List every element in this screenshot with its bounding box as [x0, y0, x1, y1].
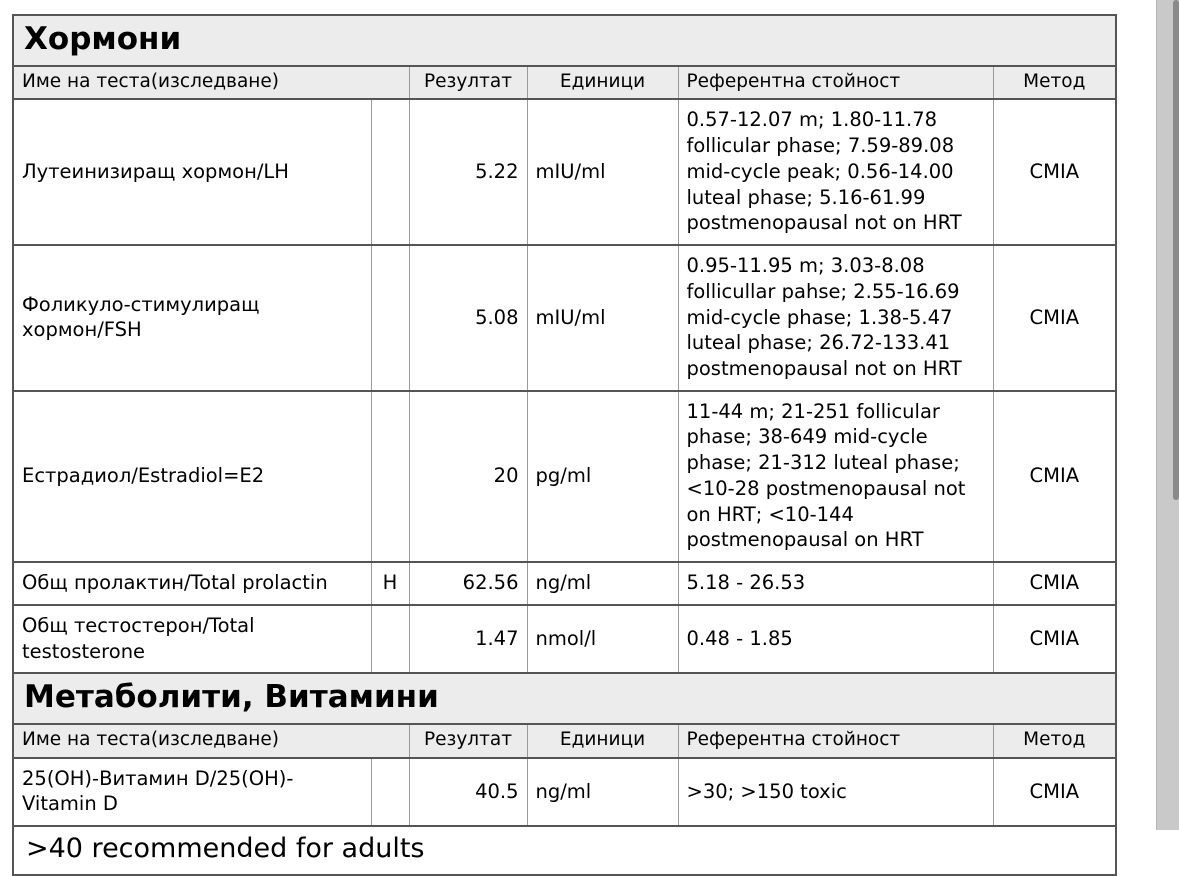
- test-method: CMIA: [993, 562, 1115, 605]
- column-header-units: Единици: [527, 66, 678, 99]
- test-method: CMIA: [993, 245, 1115, 391]
- test-name: Естрадиол/Estradiol=E2: [14, 391, 371, 562]
- scrollbar-thumb[interactable]: [1173, 0, 1179, 500]
- column-header-reference: Референтна стойност: [678, 724, 993, 757]
- column-header-row-metabolites: [14, 724, 1115, 757]
- test-name: Лутеинизиращ хормон/LH: [14, 99, 371, 245]
- test-result: 62.56: [409, 562, 527, 605]
- test-units: ng/ml: [527, 562, 678, 605]
- test-result: 1.47: [409, 605, 527, 673]
- lab-results-document: [12, 14, 1117, 876]
- test-method: CMIA: [993, 99, 1115, 245]
- test-name: Фоликуло-стимулиращ хормон/FSH: [14, 245, 371, 391]
- section-header-metabolites: [14, 673, 1115, 724]
- test-flag: [371, 391, 409, 562]
- column-header-row-hormones: [14, 66, 1115, 99]
- column-header-reference: Референтна стойност: [678, 66, 993, 99]
- test-method: CMIA: [993, 391, 1115, 562]
- column-header-result: Резултат: [409, 66, 527, 99]
- column-header-method: Метод: [993, 724, 1115, 757]
- test-reference: 0.95-11.95 m; 3.03-8.08 follicullar pahse; 2.55-16.69 mid-cycle phase; 1.38-5.47 luteal phase; 26.72-133.41 postmenopausal not on HRT: [678, 245, 993, 391]
- test-reference: 0.57-12.07 m; 1.80-11.78 follicular phase; 7.59-89.08 mid-cycle peak; 0.56-14.00 luteal phase; 5.16-61.99 postmenopausal not on HRT: [678, 99, 993, 245]
- test-units: ng/ml: [527, 758, 678, 826]
- section-note-row: [14, 826, 1115, 874]
- column-header-method: Метод: [993, 66, 1115, 99]
- column-header-units: Единици: [527, 724, 678, 757]
- test-flag: [371, 99, 409, 245]
- test-units: pg/ml: [527, 391, 678, 562]
- test-result: 40.5: [409, 758, 527, 826]
- test-units: mIU/ml: [527, 99, 678, 245]
- table-row: [14, 99, 1115, 245]
- test-name: 25(OH)-Витамин D/25(OH)-Vitamin D: [14, 758, 371, 826]
- section-note: >40 recommended for adults: [26, 833, 425, 865]
- table-row: [14, 562, 1115, 605]
- test-reference: >30; >150 toxic: [678, 758, 993, 826]
- test-result: 20: [409, 391, 527, 562]
- test-name: Общ тестостерон/Total testosterone: [14, 605, 371, 673]
- test-result: 5.22: [409, 99, 527, 245]
- test-result: 5.08: [409, 245, 527, 391]
- section-title: Хормони: [24, 21, 182, 57]
- table-row: [14, 391, 1115, 562]
- test-reference: 11-44 m; 21-251 follicular phase; 38-649 mid-cycle phase; 21-312 luteal phase; <10-28 postmenopausal not on HRT; <10-144 postmenopausal on HRT: [678, 391, 993, 562]
- column-header-name: Име на теста(изследване): [14, 66, 409, 99]
- table-row: [14, 758, 1115, 826]
- section-title: Метаболити, Витамини: [24, 679, 439, 716]
- test-method: CMIA: [993, 758, 1115, 826]
- test-flag: H: [371, 562, 409, 605]
- column-header-result: Резултат: [409, 724, 527, 757]
- lab-results-table: [14, 16, 1115, 874]
- test-flag: [371, 758, 409, 826]
- test-method: CMIA: [993, 605, 1115, 673]
- scrollbar-gutter[interactable]: [1156, 0, 1179, 830]
- test-units: nmol/l: [527, 605, 678, 673]
- test-reference: 0.48 - 1.85: [678, 605, 993, 673]
- column-header-name: Име на теста(изследване): [14, 724, 409, 757]
- test-name: Общ пролактин/Total prolactin: [14, 562, 371, 605]
- test-flag: [371, 605, 409, 673]
- test-reference: 5.18 - 26.53: [678, 562, 993, 605]
- section-header-hormones: [14, 16, 1115, 66]
- table-row: [14, 245, 1115, 391]
- table-row: [14, 605, 1115, 673]
- test-units: mIU/ml: [527, 245, 678, 391]
- test-flag: [371, 245, 409, 391]
